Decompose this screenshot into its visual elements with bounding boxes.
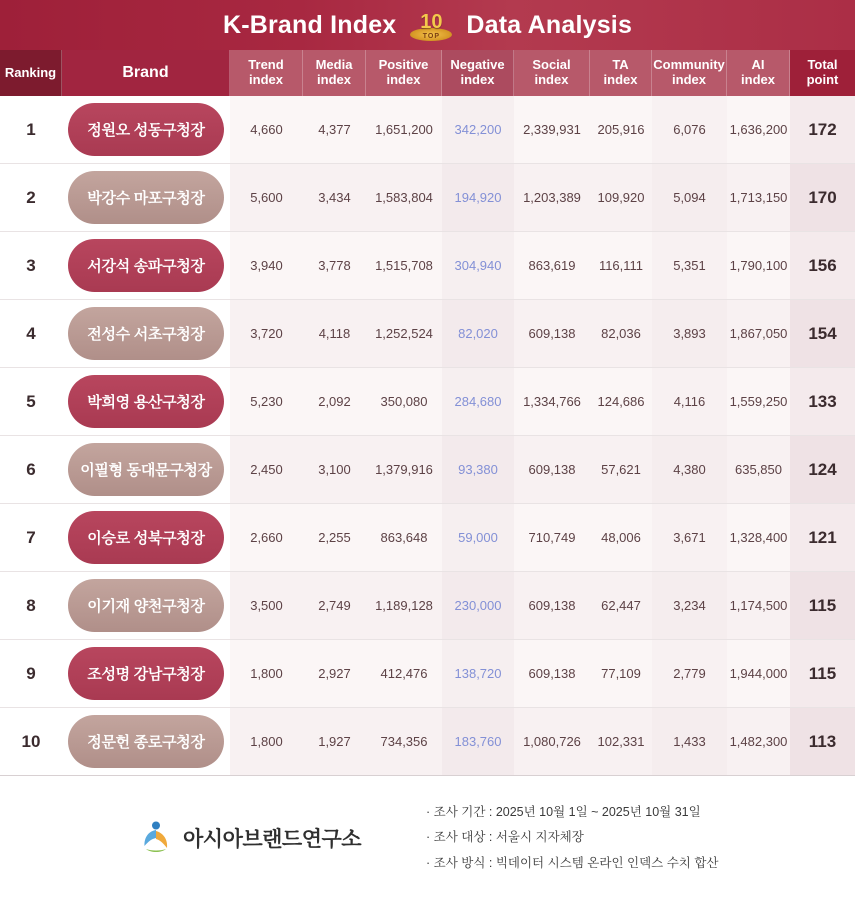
row-negative-index: 284,680 [442,368,514,435]
table-row [0,708,855,776]
row-social-index: 1,080,726 [514,708,590,775]
table-row [0,96,855,164]
row-ta-index: 77,109 [590,640,652,707]
brand-pill: 이필형 동대문구청장 [68,443,224,496]
row-rank: 5 [0,368,62,435]
brand-pill: 서강석 송파구청장 [68,239,224,292]
row-trend-index: 5,600 [230,164,303,231]
row-ta-index: 62,447 [590,572,652,639]
column-header-social-index: Social index [514,50,590,96]
row-ai-index: 1,790,100 [727,232,790,299]
column-header-ai-index: AI index [727,50,790,96]
row-trend-index: 4,660 [230,96,303,163]
row-ta-index: 124,686 [590,368,652,435]
row-rank: 10 [0,708,62,775]
row-brand [62,368,230,435]
row-brand [62,164,230,231]
row-social-index: 1,203,389 [514,164,590,231]
column-header-community-index: Community index [652,50,727,96]
row-trend-index: 2,660 [230,504,303,571]
row-negative-index: 194,920 [442,164,514,231]
row-negative-index: 183,760 [442,708,514,775]
row-rank: 8 [0,572,62,639]
row-community-index: 3,671 [652,504,727,571]
badge-number: 10 [420,11,443,33]
row-total-point: 124 [790,436,855,503]
row-rank: 9 [0,640,62,707]
row-media-index: 1,927 [303,708,366,775]
row-brand [62,96,230,163]
row-community-index: 5,351 [652,232,727,299]
table-row [0,572,855,640]
note-target: · 조사 대상 : 서울시 지자체장 [426,830,584,845]
row-total-point: 121 [790,504,855,571]
table-body [0,96,855,778]
column-header-ranking: Ranking [0,50,62,96]
row-brand [62,572,230,639]
row-total-point: 172 [790,96,855,163]
row-rank: 4 [0,300,62,367]
brand-pill: 박강수 마포구청장 [68,171,224,224]
brand-pill: 이승로 성북구청장 [68,511,224,564]
row-media-index: 4,377 [303,96,366,163]
row-community-index: 1,433 [652,708,727,775]
row-media-index: 3,778 [303,232,366,299]
row-positive-index: 734,356 [366,708,442,775]
row-community-index: 4,380 [652,436,727,503]
row-negative-index: 82,020 [442,300,514,367]
row-total-point: 170 [790,164,855,231]
row-ai-index: 1,328,400 [727,504,790,571]
institute-logo-icon [138,820,174,856]
logo [26,820,426,856]
row-ai-index: 1,559,250 [727,368,790,435]
page-footer [0,778,855,898]
row-community-index: 3,893 [652,300,727,367]
row-community-index: 4,116 [652,368,727,435]
row-social-index: 1,334,766 [514,368,590,435]
row-ta-index: 102,331 [590,708,652,775]
row-media-index: 3,100 [303,436,366,503]
row-social-index: 609,138 [514,436,590,503]
row-total-point: 154 [790,300,855,367]
brand-pill: 박희영 용산구청장 [68,375,224,428]
row-negative-index: 230,000 [442,572,514,639]
row-negative-index: 93,380 [442,436,514,503]
header-title-right: Data Analysis [466,10,633,39]
row-media-index: 4,118 [303,300,366,367]
row-rank: 2 [0,164,62,231]
row-trend-index: 3,720 [230,300,303,367]
table-column-header [0,50,855,96]
table-row [0,504,855,572]
note-period: · 조사 기간 : 2025년 10월 1일 ~ 2025년 10월 31일 [426,804,701,819]
note-method: · 조사 방식 : 빅데이터 시스템 온라인 인덱스 수치 합산 [426,855,719,870]
row-trend-index: 2,450 [230,436,303,503]
row-positive-index: 1,252,524 [366,300,442,367]
row-ta-index: 57,621 [590,436,652,503]
row-brand [62,232,230,299]
row-ta-index: 82,036 [590,300,652,367]
brand-pill: 정원오 성동구청장 [68,103,224,156]
row-ai-index: 1,482,300 [727,708,790,775]
top10-badge-icon [406,8,456,42]
column-header-ta-index: TA index [590,50,652,96]
row-negative-index: 342,200 [442,96,514,163]
row-positive-index: 412,476 [366,640,442,707]
row-community-index: 3,234 [652,572,727,639]
row-ai-index: 635,850 [727,436,790,503]
row-positive-index: 1,583,804 [366,164,442,231]
row-media-index: 2,092 [303,368,366,435]
badge-label: TOP [422,33,441,40]
row-positive-index: 863,648 [366,504,442,571]
row-media-index: 2,749 [303,572,366,639]
row-community-index: 6,076 [652,96,727,163]
table-row [0,640,855,708]
row-ta-index: 48,006 [590,504,652,571]
row-brand [62,708,230,775]
brand-pill: 이기재 양천구청장 [68,579,224,632]
column-header-total-point: Total point [790,50,855,96]
column-header-media-index: Media index [303,50,366,96]
row-trend-index: 3,940 [230,232,303,299]
column-header-brand: Brand [62,50,230,96]
row-ai-index: 1,944,000 [727,640,790,707]
table-row [0,300,855,368]
row-trend-index: 5,230 [230,368,303,435]
column-header-positive-index: Positive index [366,50,442,96]
row-social-index: 609,138 [514,300,590,367]
row-negative-index: 59,000 [442,504,514,571]
row-positive-index: 1,379,916 [366,436,442,503]
table-row [0,436,855,504]
brand-pill: 조성명 강남구청장 [68,647,224,700]
row-social-index: 710,749 [514,504,590,571]
row-social-index: 863,619 [514,232,590,299]
row-trend-index: 1,800 [230,640,303,707]
row-total-point: 156 [790,232,855,299]
row-negative-index: 138,720 [442,640,514,707]
row-media-index: 3,434 [303,164,366,231]
row-community-index: 5,094 [652,164,727,231]
table-row [0,368,855,436]
row-community-index: 2,779 [652,640,727,707]
row-media-index: 2,927 [303,640,366,707]
column-header-trend-index: Trend index [230,50,303,96]
row-media-index: 2,255 [303,504,366,571]
table-row [0,232,855,300]
row-total-point: 115 [790,572,855,639]
row-brand [62,436,230,503]
table-row [0,164,855,232]
survey-notes [426,800,718,877]
page-header [0,0,855,50]
row-ta-index: 205,916 [590,96,652,163]
row-trend-index: 1,800 [230,708,303,775]
row-brand [62,504,230,571]
row-total-point: 115 [790,640,855,707]
row-rank: 1 [0,96,62,163]
brand-pill: 전성수 서초구청장 [68,307,224,360]
row-positive-index: 350,080 [366,368,442,435]
row-total-point: 113 [790,708,855,775]
row-social-index: 609,138 [514,572,590,639]
row-ta-index: 109,920 [590,164,652,231]
row-negative-index: 304,940 [442,232,514,299]
row-brand [62,640,230,707]
column-header-negative-index: Negative index [442,50,514,96]
row-social-index: 2,339,931 [514,96,590,163]
row-rank: 7 [0,504,62,571]
row-ta-index: 116,111 [590,232,652,299]
row-positive-index: 1,189,128 [366,572,442,639]
row-positive-index: 1,515,708 [366,232,442,299]
row-rank: 3 [0,232,62,299]
row-total-point: 133 [790,368,855,435]
brand-pill: 정문헌 종로구청장 [68,715,224,768]
header-title-left: K-Brand Index [222,10,397,39]
row-positive-index: 1,651,200 [366,96,442,163]
row-rank: 6 [0,436,62,503]
row-ai-index: 1,713,150 [727,164,790,231]
row-ai-index: 1,867,050 [727,300,790,367]
row-social-index: 609,138 [514,640,590,707]
row-trend-index: 3,500 [230,572,303,639]
row-ai-index: 1,636,200 [727,96,790,163]
logo-text: 아시아브랜드연구소 [183,828,362,851]
row-ai-index: 1,174,500 [727,572,790,639]
row-brand [62,300,230,367]
